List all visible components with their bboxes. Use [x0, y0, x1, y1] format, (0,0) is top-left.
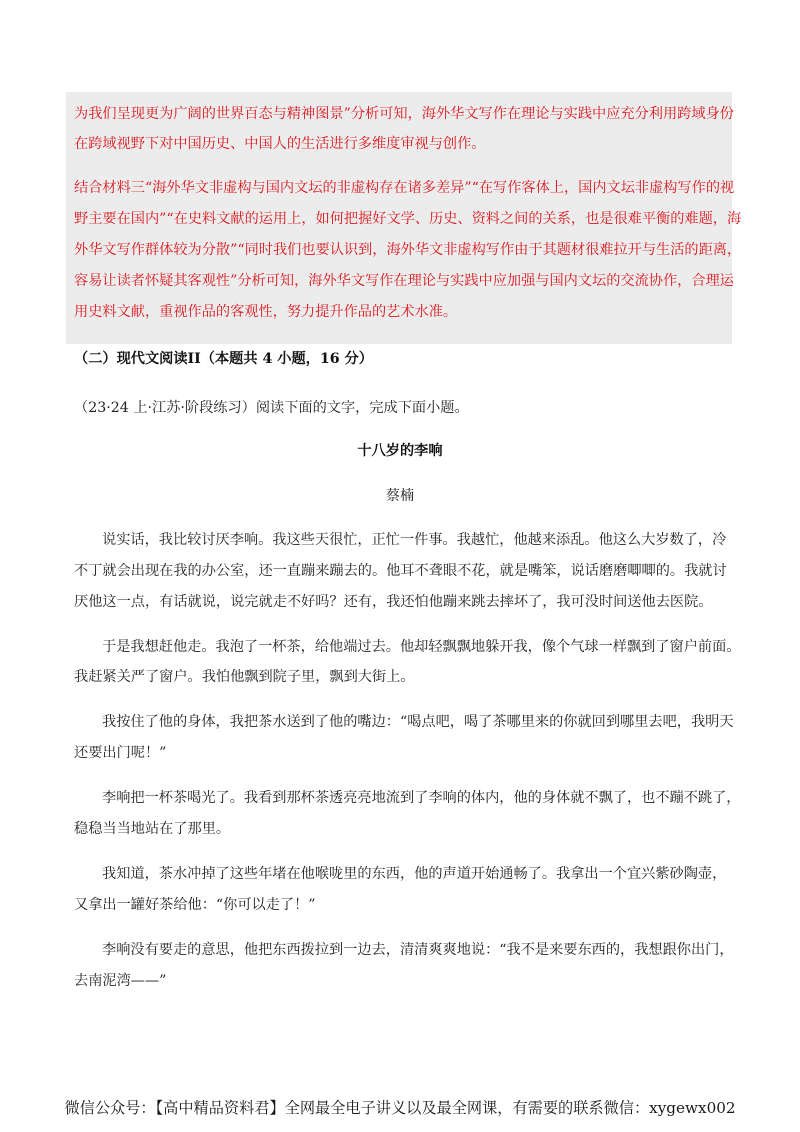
- story-line: 又拿出一罐好茶给他：“你可以走了！”: [74, 897, 316, 913]
- story-line: 李响没有要走的意思，他把东西拨拉到一边去，清清爽爽地说：“我不是来要东西的，我想跟你出门，: [102, 942, 734, 958]
- section-heading: （二）现代文阅读II（本题共 4 小题，16 分）: [74, 351, 373, 367]
- story-line: 稳稳当当地站在了那里。: [74, 821, 231, 837]
- story-line: 于是我想赶他走。我泡了一杯茶，给他端过去。他却轻飘飘地躲开我，像个气球一样飘到了窗户前面。: [102, 639, 741, 655]
- story-author: 蔡楠: [385, 488, 415, 504]
- story-line: 我按住了他的身体，我把茶水送到了他的嘴边：“喝点吧，喝了茶哪里来的你就回到哪里去吧，我明天: [102, 714, 734, 730]
- question-source: （23·24 上·江苏·阶段练习）阅读下面的文字，完成下面小题。: [74, 400, 469, 416]
- answer-line: 结合材料三“海外华文非虚构与国内文坛的非虚构存在诸多差异”“在写作客体上，国内文坛非虚构写作的视: [74, 180, 735, 196]
- answer-line: 容易让读者怀疑其客观性”分析可知，海外华文写作在理论与实践中应加强与国内文坛的交流协作，合理运: [74, 273, 734, 289]
- story-line: 我知道，茶水冲掉了这些年堵在他喉咙里的东西，他的声道开始通畅了。我拿出一个宜兴紫砂陶壶，: [102, 866, 727, 882]
- story-line: 李响把一杯茶喝光了。我看到那杯茶透亮亮地流到了李响的体内，他的身体就不飘了，也不蹦不跳了，: [102, 790, 741, 806]
- answer-line: 野主要在国内”“在史料文献的运用上，如何把握好文学、历史、资料之间的关系，也是很难平衡的难题，海: [74, 211, 742, 227]
- story-line: 我赶紧关严了窗户。我怕他飘到院子里，飘到大街上。: [74, 669, 415, 685]
- answer-line: 在跨域视野下对中国历史、中国人的生活进行多维度审视与创作。: [74, 136, 486, 152]
- answer-line: 用史料文献，重视作品的客观性，努力提升作品的艺术水准。: [74, 304, 458, 320]
- answer-line: 外华文写作群体较为分散”“同时我们也要认识到，海外华文非虚构写作由于其题材很难拉开与生活的距离，: [74, 242, 742, 258]
- story-line: 还要出门呢！”: [74, 745, 167, 761]
- story-line: 不丁就会出现在我的办公室，还一直蹦来蹦去的。他耳不聋眼不花，就是嘴笨，说话磨磨唧唧的。我就讨: [74, 563, 727, 579]
- story-title: 十八岁的李响: [357, 443, 443, 459]
- story-line: 厌他这一点，有话就说，说完就走不好吗？还有，我还怕他蹦来跳去摔坏了，我可没时间送他去医院。: [74, 594, 713, 610]
- story-line: 说实话，我比较讨厌李响。我这些天很忙，正忙一件事。我越忙，他越来添乱。他这么大岁数了，冷: [102, 532, 727, 548]
- footer-notice: 微信公众号：【高中精品资料君】全网最全电子讲义以及最全网课，有需要的联系微信：xygewx002: [64, 1099, 736, 1117]
- answer-line: 为我们呈现更为广阔的世界百态与精神图景”分析可知，海外华文写作在理论与实践中应充分利用跨域身份: [74, 106, 734, 122]
- story-line: 去南泥湾——”: [74, 973, 167, 989]
